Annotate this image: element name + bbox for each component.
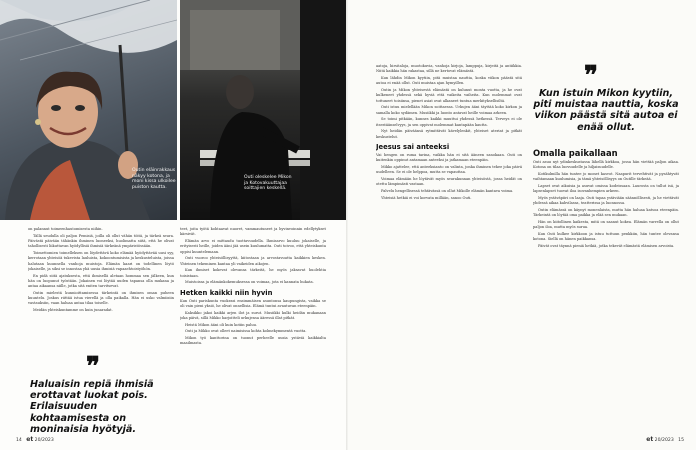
left-column-1 xyxy=(28,227,174,352)
paragraph: Hän on kiitollinen kaikesta, mitä on saanut kokea. Elämän varrella on ollut paljon iloa, mutta myös surua. xyxy=(533,220,679,230)
paragraph: Voimaa elämään he löytävät myös seurakunnan yhteisöstä, jossa heidät on otettu lämpimästi vastaan. xyxy=(376,176,522,186)
issue-number: 20/2023 xyxy=(34,438,54,443)
paragraph: Muistoissa ja elämänkokemuksessa on voimaa, jota ei kannata hukata. xyxy=(185,280,314,285)
quote-mark-icon: ❞ xyxy=(584,61,598,91)
organ-caption: Outi oleskelee Mikon ja Kotovakuuttajaa soittajien keskellä. xyxy=(244,175,292,192)
page-number: 14 xyxy=(16,438,22,443)
paragraph: Outin mielestä kunnioittamisessa tärkeintä on ihmisen oman puheen kuuntelu. Joskus riittää istua vierellä ja olla paikalla. Hän ei usko valmiisiin vastauksiin, vaan haluaa antaa tilaa toiselle. xyxy=(28,290,174,306)
paragraph: teet, joita työtä kohtaavat nuoret, vammautuneet ja hyvinvoinnin edellytykset kärsivät. xyxy=(180,227,326,237)
paragraph: Heistä Mikon ääni oli kuin kotiin paluu. xyxy=(185,322,258,327)
paragraph: aatoja, hirsitaloja, muotokuvia, vanhoja kirjoja, lamppuja, kirjeitä ja antiikkia. Niitä kaikkia hän rakastaa, sillä ne kertovat elämästä. xyxy=(376,64,522,74)
pull-quote-right: Kun istuin Mikon kyytiin, piti muistaa nauttia, koska viikon päästä sitä autoa ei enää ollut. xyxy=(533,88,679,133)
paragraph: Kaksikko jakoi kaikki arjen ilot ja surut. Musiikki kulki heidän mukanaan joka päivä, sillä Mikko harjoitteli urkujensa ääressä illat pitkät. xyxy=(180,310,326,320)
paragraph: Kun ihmiset kokevat olevansa tärkeitä, he myös jaksavat huolehtia toisistaan. xyxy=(180,268,326,278)
left-column-2 xyxy=(180,227,326,430)
paragraph: Outin elämässä on käynyt monenlaista, mutta hän haluaa katsoa eteenpäin. Tärkeintä on löytää oma paikka ja elää sen mukaan. xyxy=(533,208,679,218)
footer-right xyxy=(646,436,684,443)
quote-mark-icon: ❞ xyxy=(86,352,100,382)
right-column-1 xyxy=(376,64,522,434)
section-heading: Hetken kaikki niin hyvin xyxy=(180,288,273,297)
paragraph: Mikon työ kanttorina on tuonut perheelle uusia ystäviä kaikkialta maailmasta. xyxy=(180,336,326,346)
paragraph: Kun Outi pariskunta vuokrasi ensimmäisen asuntonsa kaupungista, vaikka se oli vain pieni yksiö, he olivat onnellisia. Elämä tuntui avautuvan eteenpäin. xyxy=(180,298,326,308)
section-heading: Omalla paikallaan xyxy=(533,148,618,158)
paragraph: Lapset ovat aikuisia ja asuvat omissa kodeissaan. Laurosta on tullut isä, ja lapsenlapset tuovat iloa isovanhempien arkeen. xyxy=(533,184,679,194)
paragraph: Vai hengen on ruma tarina, vaikka hän ei sitä ääneen sanokaan. Outi on kuitenkin oppinut antamaan anteeksi ja jatkamaan eteenpäin. xyxy=(376,152,522,162)
paragraph: Meidän yhteiskuntamme on kuin junaradat. xyxy=(33,308,113,312)
paragraph: Tällä seudulla oli paljon Pemisiä, joilla oli ollut vähän töitä, ja tärkeä seura. Päivästä päivään tähänkin ihminen luoneeksi, huolimatta siitä, että he olivat tahollisesti liikuttavan hyödyllisiä ihmisiä tärkeänä ympäristössään. xyxy=(28,233,174,249)
paragraph: Se toimi pitkään, kunnes kaikki muuttui yhdessä hetkessä. Terveys ei ole itsestäänselvyys, ja sen oppivat molemmat kantapään kautta. xyxy=(376,117,522,127)
magazine-name: et xyxy=(26,436,34,443)
paragraph: Palvelu hengellisessä tehtävässä on ollut Mikolle elämän kantava voima. xyxy=(381,188,514,193)
paragraph: Kotikulmilla hän tuntee jo monet kasvot. Naapurit tervehtivät ja pysähtyvät vaihtamaan kuulumisia, ja tämä yhteisöllisyys on Outille tärkeää. xyxy=(533,172,679,182)
right-column-2 xyxy=(533,148,679,434)
paragraph: Outi vuoroo yhteisöllisyyttä, kiitostaan ja arvostavuutta kaikkien kesken. Yhteinen tekeminen kantaa yli vaikeiden aikojen. xyxy=(180,256,326,266)
paragraph: Outi asuu nyt ydinkeskustassa lähellä kirkkoa, jossa hän viettää paljon aikaa. Kotona on tilaa luovuudelle ja hiljaisuudelle. xyxy=(533,160,679,170)
paragraph: Elämän arvo ei mittaudu tuottavuudella. Ihmisarvo kuuluu jokaiselle, ja erityisesti heille, joiden ääni jää usein kuulumatta. Outi toivoo, että yhteiskunta oppisi kuuntelemaan. xyxy=(180,239,326,254)
paragraph: Toimettomien toimelleksen on löydettävä koko elämää hyödyttävää uusi syy, kerrotaan yhteisöä tukevista lauluista, kokoontumisista ja keskusteluista, joissa halutaan kuunnella vanhoja muistoja. Elämän kaari on todellinen löytö jokaiselle, ja siksi se innostaa yhä uusia ihmisiä vapaaehtoistyöhön. xyxy=(28,251,174,271)
portrait-caption: Outin eläinrakkaus näkyy kotona, ja moni kissa ulkoilee puiston kautta. xyxy=(132,168,176,190)
pull-quote-left: Haluaisin repiä ihmisiä erottavat luokat pois. Erilaisuuden kohtaamisesta on moninaisia hyötyjä. xyxy=(30,379,154,435)
paragraph: Yhteisiä hetkiä ei voi korvata millään, sanoo Outi. xyxy=(381,195,472,200)
paragraph: Outi ja Mikko ovat olleet naimisissa kohta kolmekymmentä vuotta. xyxy=(185,329,307,334)
page-number: 15 xyxy=(678,438,684,443)
magazine-name: et xyxy=(646,436,654,443)
paragraph: Outi istuu mielellään Mikon soittaessa. Urkujen ääni täyttää koko kirkon ja samalla koko sydämen. Musiikki ja luonto antavat heille voimaa arkeen. xyxy=(376,105,522,115)
section-heading: Jeesus sai anteeksi xyxy=(376,142,450,151)
paragraph: Kun lähdin Mikon kyytiin, pitä muistaa nauttia, koska viikon päästä sitä autoa ei enää ollut. Outi muistaa ajan hymyillen. xyxy=(376,76,522,86)
paragraph: Kun Outi kulkee kirkkoon ja istuu tuttuun penkkiin, hän tuntee olevansa kotona. Siellä on hänen paikkansa. xyxy=(533,232,679,242)
paragraph: on palannut toimeenhautomisesta niihin. xyxy=(28,227,103,231)
issue-number: 20/2023 xyxy=(654,438,674,443)
paragraph: Nyt heidän päiväänsä rytmittävät kävelylenkit, yhteiset ateriat ja pitkät keskustelut. xyxy=(376,129,522,139)
paragraph: Mikko ajattelee, että anteeksianto on valinta, jonka ihminen tekee joka päivä uudelleen. Se ei ole helppoa, mutta se vapauttaa. xyxy=(376,164,522,174)
paragraph: Päivät ovat täynnä pieniä hetkiä, jotka tekevät elämästä elämisen arvoista. xyxy=(538,244,675,248)
right-page xyxy=(348,0,696,450)
paragraph: En pidä siitä ajatuksesta, että ihmisellä aletaan hommaa sen jälkeen, kun hän on luopunut työstään. Jokainen voi löytää uuden tapansa olla mukana ja antaa aikaansa niille, jotka sitä eniten tarvitsevat. xyxy=(28,273,174,288)
footer-left xyxy=(16,436,54,443)
paragraph: Myös ystäväpiiri on laaja. Outi tapaa ystäviään säännöllisesti, ja he viettävät yhdessä aikaa kahvilassa, teatterissa ja luonnossa. xyxy=(533,196,679,206)
paragraph: Outin ja Mikon yhteisestä elämästä on kulunut monta vuotta, ja he ovat kulkeneet yhdessä sekä hyviä että vaikeita vaiheita. Kun molemmat ovat tottuneet toisiinsa, pienet asiat ovat alkaneet tuntua merkityksellisiltä. xyxy=(376,88,522,103)
